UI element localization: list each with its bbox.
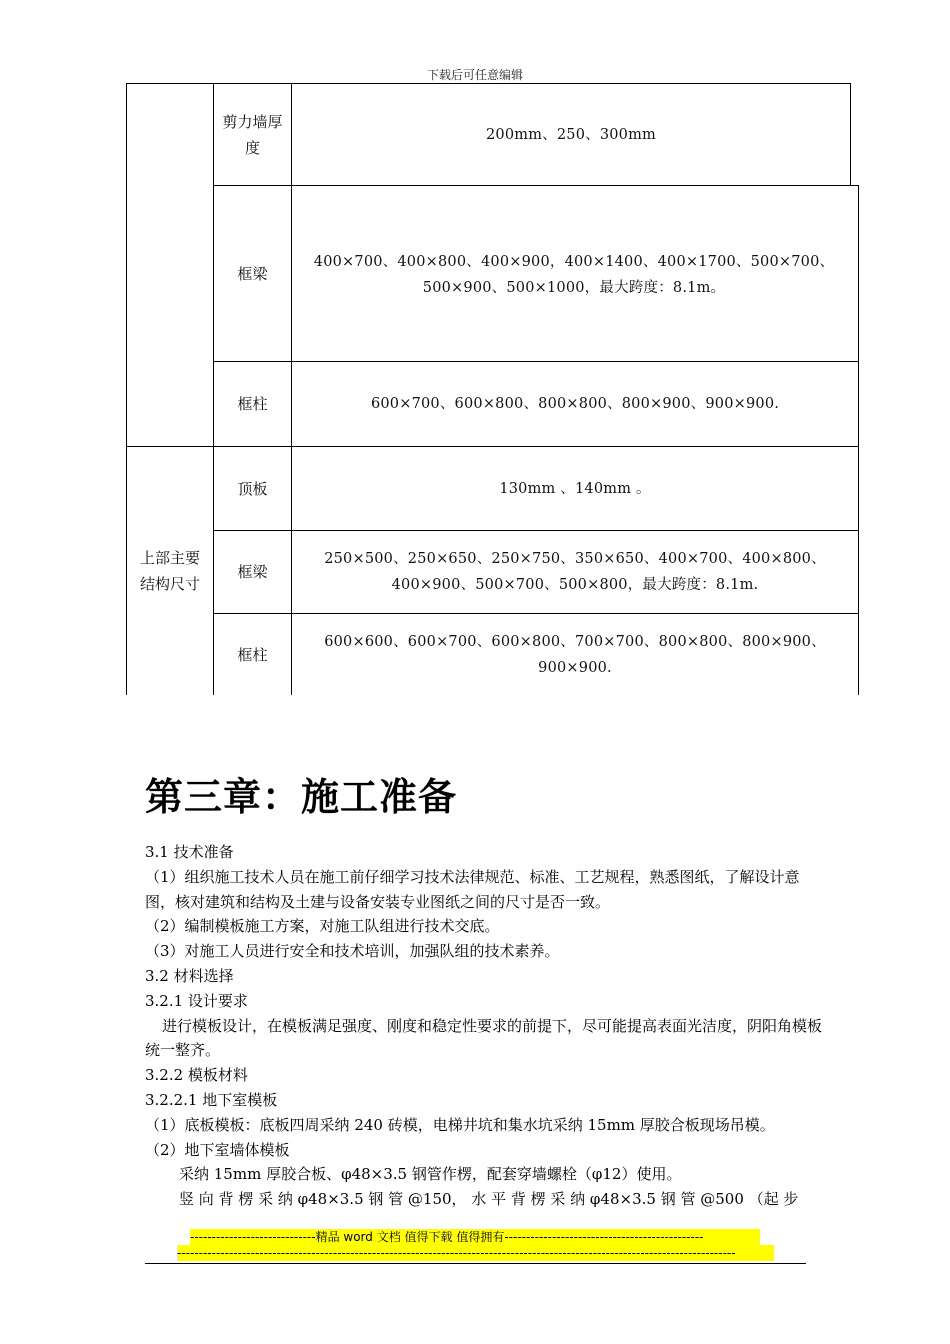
row-name-cell xyxy=(214,447,291,530)
row-value-cell xyxy=(298,531,852,613)
row-value: 400×700、400×800、400×900，400×1400、400×1700、500×700、500×900、500×1000，最大跨度：8.1m。 xyxy=(313,254,835,296)
row-name-cell xyxy=(214,362,291,446)
row-value: 600×700、600×800、800×800、800×900、900×900. xyxy=(370,396,780,412)
row-value-cell xyxy=(292,84,850,185)
row-value-cell xyxy=(298,186,850,361)
row-value-cell xyxy=(292,362,858,446)
footer-watermark-line1: -----------------------------精品 word 文档 值得下载 值得拥有---------------------------------------------- xyxy=(190,1229,760,1245)
row-value: 200mm、250、300mm xyxy=(485,126,657,143)
section-heading: 3.2.2 模板材料 xyxy=(145,1066,248,1085)
paragraph: （2）地下室墙体模板 xyxy=(145,1140,290,1159)
row-name: 顶板 xyxy=(237,479,268,498)
paragraph: 采纳 15mm 厚胶合板、φ48×3.5 钢管作楞，配套穿墙螺栓（φ12）使用。 xyxy=(179,1165,682,1184)
row-value: 250×500、250×650、250×750、350×650、400×700、400×800、400×900、500×700、500×800，最大跨度：8.1m. xyxy=(324,551,826,593)
table-line xyxy=(858,185,859,695)
row-name: 框梁 xyxy=(237,563,268,581)
paragraph: （1）组织施工技术人员在施工前仔细学习技术法律规范、标准、工艺规程，熟悉图纸，了解设计意图，核对建筑和结构及土建与设备安装专业图纸之间的尺寸是否一致。 xyxy=(145,867,800,911)
row-name-cell xyxy=(214,84,291,185)
row-name-cell xyxy=(214,614,291,695)
row-name: 框柱 xyxy=(237,395,268,413)
row-value: 600×600、600×700、600×800、700×700、800×800、800×900、900×900. xyxy=(324,633,826,676)
row-name: 框梁 xyxy=(237,264,268,283)
header-note: 下载后可任意编辑 xyxy=(426,68,523,82)
section-heading: 3.2 材料选择 xyxy=(145,966,234,985)
paragraph: （2）编制模板施工方案，对施工队组进行技术交底。 xyxy=(145,917,500,936)
section-heading: 3.2.2.1 地下室模板 xyxy=(145,1090,278,1109)
body-text xyxy=(145,840,825,1212)
row-value-cell xyxy=(298,614,852,695)
paragraph: （3）对施工人员进行安全和技术培训，加强队组的技术素养。 xyxy=(145,942,560,961)
footer-watermark-line2: --------------------------------------------------------------------------------------------------------------------------------- xyxy=(177,1245,774,1261)
section-heading: 3.1 技术准备 xyxy=(145,843,234,861)
group-label-text: 上部主要结构尺寸 xyxy=(139,549,200,593)
row-name-cell xyxy=(214,186,291,361)
row-name: 剪力墙厚度 xyxy=(222,112,283,157)
table-line xyxy=(850,83,851,185)
row-name-cell xyxy=(214,531,291,613)
section-heading: 3.2.1 设计要求 xyxy=(145,991,248,1010)
paragraph: 进行模板设计，在模板满足强度、刚度和稳定性要求的前提下，尽可能提高表面光洁度，阴阳角模板统一整齐。 xyxy=(145,1016,823,1060)
group-label xyxy=(127,447,213,695)
row-value: 130mm 、140mm 。 xyxy=(499,480,651,497)
footer-divider xyxy=(145,1263,806,1264)
row-name: 框柱 xyxy=(237,645,268,664)
paragraph: （1）底板模板：底板四周采纳 240 砖模，电梯井坑和集水坑采纳 15mm 厚胶合板现场吊模。 xyxy=(145,1115,775,1134)
row-value-cell xyxy=(292,447,858,530)
paragraph: 竖 向 背 楞 采 纳 φ48×3.5 钢 管 @150， 水 平 背 楞 采 纳 φ48×3.5 钢 管 @500 （起 步 xyxy=(179,1190,799,1209)
chapter-title: 第三章：施工准备 xyxy=(145,775,458,819)
